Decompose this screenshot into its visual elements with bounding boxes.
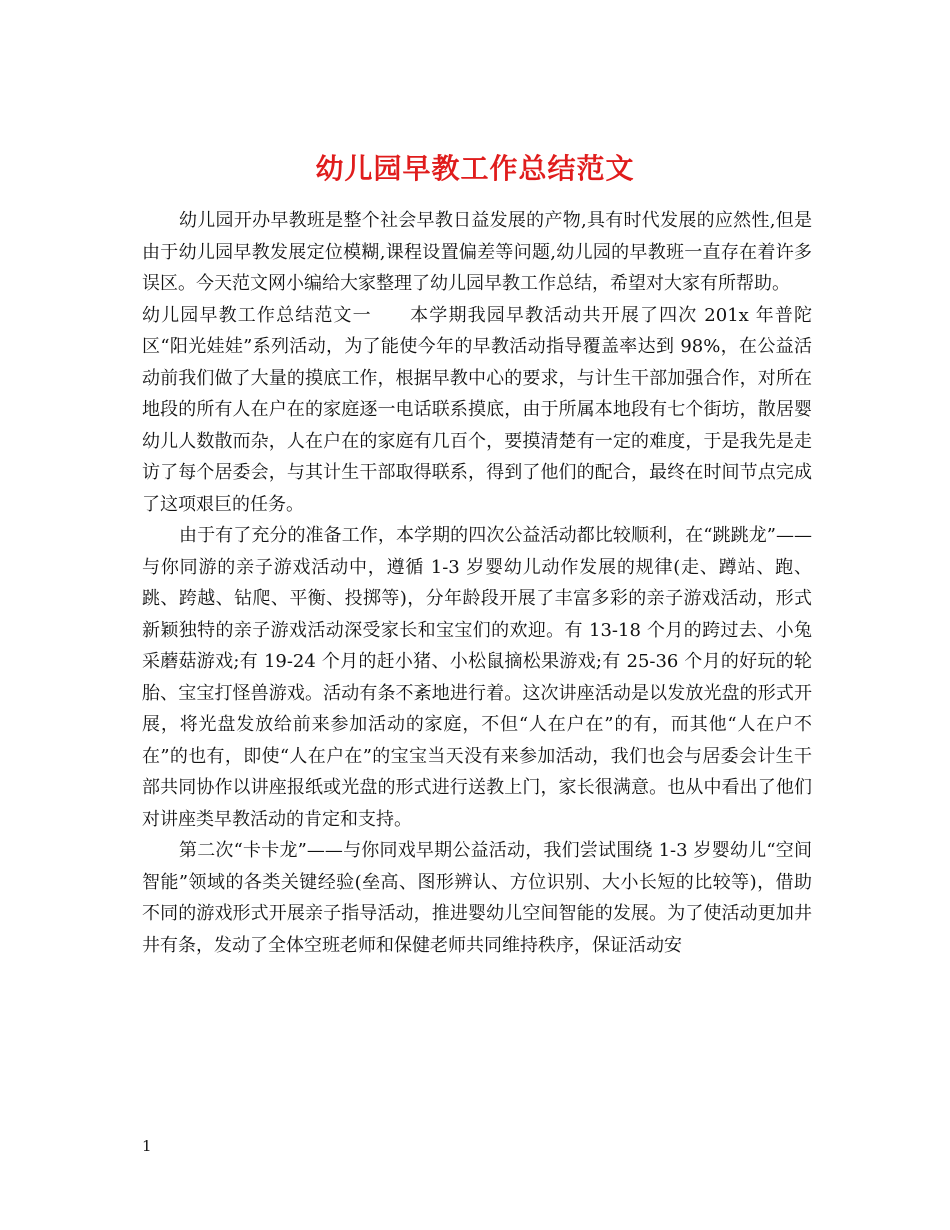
document-title: 幼儿园早教工作总结范文 — [315, 151, 635, 185]
intro-paragraph: 幼儿园开办早教班是整个社会早教日益发展的产物,具有时代发展的应然性,但是由于幼儿园早教发展定位模糊,课程设置偏差等问题,幼儿园的早教班一直存在着许多误区。今天范文网小编给大家整理了幼儿园早教工作总结，希望对大家有所帮助。 — [142, 210, 812, 294]
page-number: 1 — [142, 1137, 152, 1155]
document-body — [142, 205, 812, 961]
second-activity-paragraph: 第二次“卡卡龙”——与你同戏早期公益活动，我们尝试围绕 1-3 岁婴幼儿“空间智能”领域的各类关键经验(垒高、图形辨认、方位识别、大小长短的比较等)，借助不同的游戏形式开展亲子指导活动，推进婴幼儿空间智能的发展。为了使活动更加井井有条，发动了全体空班老师和保健老师共同维持秩序，保证活动安 — [142, 840, 812, 956]
section-one-paragraph: 幼儿园早教工作总结范文一 本学期我园早教活动共开展了四次 201x 年普陀区“阳光娃娃”系列活动，为了能使今年的早教活动指导覆盖率达到 98%，在公益活动前我们做了大量的摸底工作，根据早教中心的要求，与计生干部加强合作，对所在地段的所有人在户在的家庭逐一电话联系摸底，由于所属本地段有七个街坊，散居婴幼儿人数散而杂，人在户在的家庭有几百个，要摸清楚有一定的难度，于是我先是走访了每个居委会，与其计生干部取得联系，得到了他们的配合，最终在时间节点完成了这项艰巨的任务。 — [142, 304, 812, 515]
activity-paragraph: 由于有了充分的准备工作，本学期的四次公益活动都比较顺利，在“跳跳龙”——与你同游的亲子游戏活动中，遵循 1-3 岁婴幼儿动作发展的规律(走、蹲站、跑、跳、跨越、钻爬、平衡、投掷等)，分年龄段开展了丰富多彩的亲子游戏活动，形式新颖独特的亲子游戏活动深受家长和宝宝们的欢迎。有 13-18 个月的跨过去、小兔采蘑菇游戏;有 19-24 个月的赶小猪、小松鼠摘松果游戏;有 25-36 个月的好玩的轮胎、宝宝打怪兽游戏。活动有条不紊地进行着。这次讲座活动是以发放光盘的形式开展，将光盘发放给前来参加活动的家庭，不但“人在户在”的有，而其他“人在户不在”的也有，即使“人在户在”的宝宝当天没有来参加活动，我们也会与居委会计生干部共同协作以讲座报纸或光盘的形式进行送教上门，家长很满意。也从中看出了他们对讲座类早教活动的肯定和支持。 — [142, 525, 812, 830]
